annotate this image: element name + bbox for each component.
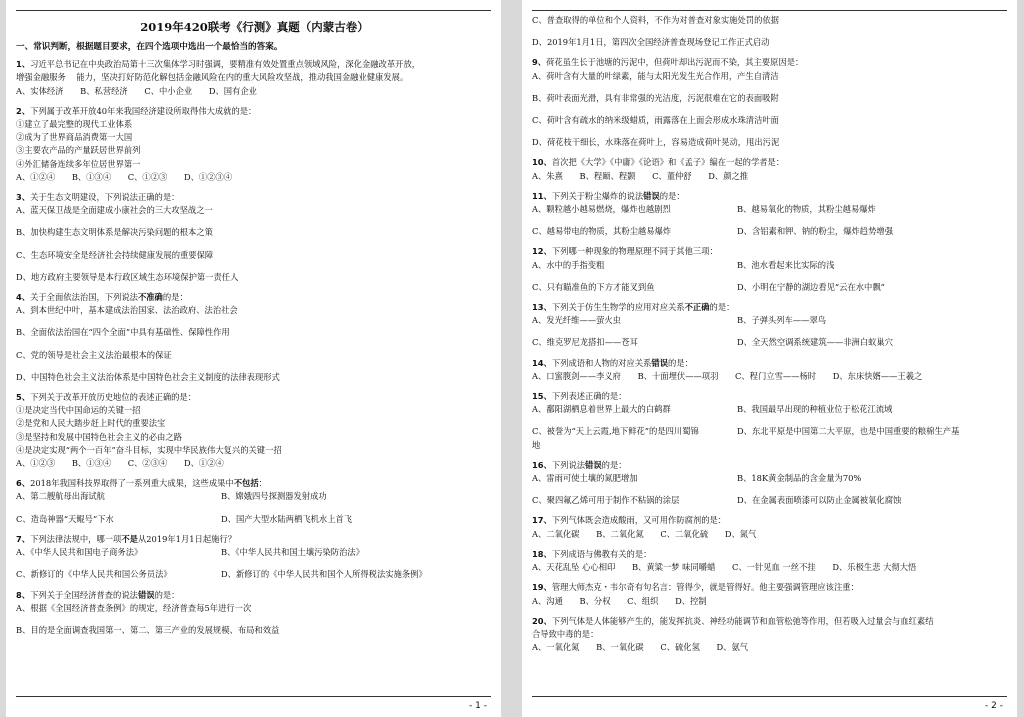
emphasis: 不包括 [233,478,259,489]
option: B、18K黄金制品的含金量为70% [737,473,862,484]
option: C、二氧化硫 [660,528,709,539]
option: D、①②④ [183,458,224,469]
question-number: 17、 [532,515,552,526]
option: A、水中的手指变粗 [532,259,605,270]
question-number: 11、 [532,190,552,201]
question-stem: 能力，坚决打好防范化解包括金融风险在内的重大风险攻坚战，推动我国金融业健康发展。 [76,72,409,83]
option: A、《中华人民共和国电子商务法》 [16,547,143,558]
footer-rule [532,696,1007,697]
option: D、氨气 [716,642,749,653]
option: D、乐极生悲 大彻大悟 [832,562,917,573]
emphasis: 不是 [121,533,138,544]
statement: ②是党和人民大踏步赶上时代的重要法宝 [16,418,166,429]
question-stem: 管理大师杰克・韦尔奇有句名言：管得少，就是管得好。他主要强调管理应该注重： [551,582,859,593]
question-stem: 的是： [659,190,685,201]
option: B、黄粱一梦 味同嚼蜡 [631,562,716,573]
option: D、含铝素和钾、钠的粉尘，爆炸趋势增强 [737,226,893,237]
question-1 [16,58,493,98]
option: B、目的是全面调查我国第一、第二、第三产业的发展规模、布局和效益 [16,624,280,635]
statement: ①建立了最完整的现代工业体系 [16,119,133,130]
statement: ④外汇储备连续多年位居世界第一 [16,158,141,169]
question-number: 12、 [532,246,552,257]
question-stem: 的是： [162,292,188,303]
question-17 [532,514,1009,540]
question-stem: 下列表述正确的是： [551,391,627,402]
question-stem: ： [258,478,267,489]
question-stem: 增强金融服务 [16,72,66,83]
question-stem: 首次把《大学》《中庸》《论语》和《孟子》编在一起的学者是： [551,157,785,168]
question-number: 5、 [16,392,31,403]
question-13 [532,301,1009,350]
option: C、普查取得的单位和个人资料，不作为对普查对象实施处罚的依据 [532,15,779,25]
option: C、②③④ [127,458,168,469]
option: D、小明在宁静的湖边看见“云在水中飘” [737,281,885,292]
option: C、一针见血 一丝不挂 [732,562,816,573]
option: B、程颐、程颢 [579,170,636,181]
option: B、私营经济 [80,85,128,96]
option: A、第二艘航母出海试航 [16,491,105,502]
option: D、控制 [675,595,707,606]
question-number: 9、 [532,57,547,68]
question-stem: 下列说法 [551,459,586,470]
question-stem: 下列法律法规中，哪一项 [30,533,122,544]
question-stem: 荷花虽生长于池塘的污泥中，但荷叶却出污泥而不染，其主要原因是： [546,57,804,68]
question-number: 8、 [16,589,31,600]
option: D、在金属表面喷漆可以防止金属被氧化腐蚀 [737,495,902,506]
option: C、硫化氢 [660,642,700,653]
page-1-content [16,14,493,644]
option: A、沟通 [532,595,563,606]
question-stem: 关于全面依法治国，下列说法 [30,292,138,303]
question-stem: 下列关于全国经济普查的说法 [30,589,138,600]
option: D、颜之推 [708,170,749,181]
question-7 [16,533,493,582]
question-3 [16,191,493,284]
question-20 [532,615,1009,655]
option: A、朱熹 [532,170,563,181]
option: B、加快构建生态文明体系是解决污染问题的根本之策 [16,227,213,238]
question-11 [532,190,1009,239]
option: C、被誉为“天上云霞,地下鲜花”的是四川蜀锦 [532,426,699,437]
page-2 [522,0,1017,717]
option: A、天花乱坠 心心相印 [532,562,616,573]
header-rule [16,10,491,11]
question-number: 15、 [532,391,552,402]
question-stem: 从2019年1月1日起施行？ [137,533,237,544]
question-5 [16,391,493,470]
question-stem: 的是： [709,302,735,313]
statement: ③主要农产品的产量跃居世界前列 [16,145,141,156]
blank [66,72,77,82]
option-wrap: 地 [532,439,541,450]
option: C、荷叶含有疏水的纳米级蜡质，雨露落在上面会形成水珠清洁叶面 [532,115,779,126]
option: A、鄱阳湖栖息着世界上最大的白鹤群 [532,404,671,415]
option: C、越易带电的物质，其粉尘越易爆炸 [532,226,672,237]
emphasis: 错误 [651,357,669,368]
question-stem: 合导致中毒的是： [532,628,599,639]
emphasis: 不正确 [684,302,710,313]
option: C、①②③ [127,171,168,182]
question-number: 7、 [16,533,31,544]
option: D、东床快婿——王羲之 [832,370,923,381]
question-stem: 2018年我国科技界取得了一系列重大成果，这些成果中 [30,478,234,489]
question-number: 18、 [532,548,552,559]
question-19 [532,581,1009,607]
question-16 [532,459,1009,508]
emphasis: 错误 [643,190,660,201]
question-2 [16,105,493,184]
question-number: 20、 [532,615,552,626]
option: A、到本世纪中叶，基本建成法治国家、法治政府、法治社会 [16,305,238,316]
question-12 [532,245,1009,294]
question-9 [532,56,1009,149]
option: C、只有瞄准鱼的下方才能叉到鱼 [532,281,655,292]
question-8-continued [532,14,1009,49]
question-stem: 下列成语与佛教有关的是： [551,548,652,559]
emphasis: 不准确 [137,292,163,303]
option: A、根据《全国经济普查条例》的规定，经济普查每5年进行一次 [16,602,252,613]
question-stem: 习近平总书记在中央政治局第十三次集体学习时强调，要精准有效处置重点领域风险，深化金融改革开放， [30,59,421,70]
question-4 [16,291,493,384]
section-heading: 一、常识判断，根据题目要求，在四个选项中选出一个最恰当的答案。 [16,42,283,52]
question-number: 6、 [16,478,31,489]
question-stem: 下列关于改革开放历史地位的表述正确的是： [30,392,197,403]
option: A、发光纤维——萤火虫 [532,315,621,326]
option: D、氮气 [724,528,757,539]
question-stem: 下列关于仿生生物学的应用对应关系 [551,302,685,313]
option: A、荷叶含有大量的叶绿素，能与太阳光发生光合作用，产生自清洁 [532,70,779,81]
question-stem: 下列关于粉尘爆炸的说法 [551,190,644,201]
statement: ②成为了世界商品消费第一大国 [16,132,133,143]
question-6 [16,477,493,526]
statement: ③是坚持和发展中国特色社会主义的必由之路 [16,431,182,442]
option: B、子弹头列车——翠鸟 [737,315,827,326]
option: D、荷花枝干细长，水珠落在荷叶上，容易造成荷叶晃动，甩出污泥 [532,137,780,148]
question-stem: 下列气体是人体能够产生的，能发挥抗炎、神经功能调节和血管松弛等作用，但若吸入过量会与血红素结 [551,615,934,626]
option: C、组织 [627,595,659,606]
option: C、造岛神器“天鲲号”下水 [16,513,114,524]
question-number: 3、 [16,192,31,203]
statement: ④是决定实现“两个一百年”奋斗目标，实现中华民族伟大复兴的关键一招 [16,444,282,455]
header-rule [532,10,1007,11]
option: A、雷雨可使土壤的氮肥增加 [532,473,638,484]
option: C、新修订的《中华人民共和国公务员法》 [16,569,172,580]
option: B、全面依法治国在“四个全面”中具有基础性、保障性作用 [16,327,230,338]
option: C、维克罗尼龙搭扣——苍耳 [532,337,638,348]
question-number: 4、 [16,292,31,303]
option: B、池水看起来比实际的浅 [737,259,835,270]
option: C、中小企业 [144,85,193,96]
question-number: 2、 [16,105,31,116]
option: B、荷叶表面光滑，具有非常强的光洁度，污泥很难在它的表面吸附 [532,92,779,103]
option: B、《中华人民共和国土壤污染防治法》 [221,547,364,558]
option: B、一氧化碳 [596,642,644,653]
option: B、分权 [579,595,611,606]
emphasis: 错误 [585,459,602,470]
question-stem: 下列成语和人物的对应关系 [551,357,652,368]
question-stem: 的是： [668,357,693,368]
question-stem: 下列气体既会造成酸雨，又可用作防腐剂的是： [551,515,727,526]
option: B、①③④ [71,171,112,182]
option: A、①②④ [16,171,56,182]
option: C、党的领导是社会主义法治最根本的保证 [16,349,172,360]
question-14 [532,357,1009,383]
page-2-content [532,14,1009,661]
question-10 [532,156,1009,182]
question-stem: 的是： [601,459,627,470]
option: D、东北平原是中国第二大平原，也是中国重要的粮棉生产基 [737,426,960,437]
option: B、二氧化氮 [596,528,644,539]
question-stem: 关于生态文明建设，下列说法正确的是： [30,192,180,203]
question-stem: 的是： [154,589,180,600]
option: C、聚四氟乙烯可用于制作不粘锅的涂层 [532,495,680,506]
option: C、生态环境安全是经济社会持续健康发展的重要保障 [16,249,214,260]
option: D、国有企业 [208,85,257,96]
option: D、国产大型水陆两栖飞机水上首飞 [221,513,353,524]
question-number: 1、 [16,59,31,70]
option: C、程门立雪——杨时 [735,370,817,381]
page-number: - 1 - [469,701,487,711]
option: C、董仲舒 [652,170,692,181]
emphasis: 错误 [137,589,155,600]
option: A、一氧化氮 [532,642,580,653]
option: D、2019年1月1日，第四次全国经济普查现场登记工作正式启动 [532,37,770,48]
question-number: 13、 [532,302,552,313]
question-stem: 下列哪一种现象的物理原理不同于其他三项： [551,246,718,257]
question-18 [532,548,1009,574]
question-number: 19、 [532,582,552,593]
option: A、实体经济 [16,85,64,96]
document-title: 2019年420联考《行测》真题（内蒙古卷） [140,20,369,34]
footer-rule [16,696,491,697]
option: B、我国最早出现的种植业位于松花江流域 [737,404,893,415]
question-stem: 下列属于改革开放40年来我国经济建设所取得伟大成就的是： [30,105,257,116]
option: D、地方政府主要领导是本行政区域生态环境保护第一责任人 [16,271,239,282]
question-number: 16、 [532,459,552,470]
option: D、全天然空调系统建筑——非洲白蚁巢穴 [737,337,893,348]
question-15 [532,390,1009,452]
option: B、十面埋伏——项羽 [637,370,719,381]
option: D、新修订的《中华人民共和国个人所得税法实施条例》 [221,569,427,580]
option: D、①②③④ [183,171,233,182]
page-1 [6,0,501,717]
question-number: 14、 [532,357,552,368]
option: B、越易氧化的物质，其粉尘越易爆炸 [737,204,876,215]
option: A、①②③ [16,458,56,469]
option: A、颗粒越小越易燃烧，爆炸也越剧烈 [532,204,671,215]
question-8 [16,589,493,638]
option: D、中国特色社会主义法治体系是中国特色社会主义制度的法律表现形式 [16,371,280,382]
option: B、嫦娥四号探测器发射成功 [221,491,327,502]
option: A、二氧化碳 [532,528,580,539]
page-number: - 2 - [985,701,1003,711]
statement: ①是决定当代中国命运的关键一招 [16,405,141,416]
option: A、蓝天保卫战是全面建成小康社会的三大攻坚战之一 [16,205,213,216]
option: B、①③④ [71,458,112,469]
option: A、口蜜腹剑——李义府 [532,370,621,381]
question-number: 10、 [532,157,552,168]
